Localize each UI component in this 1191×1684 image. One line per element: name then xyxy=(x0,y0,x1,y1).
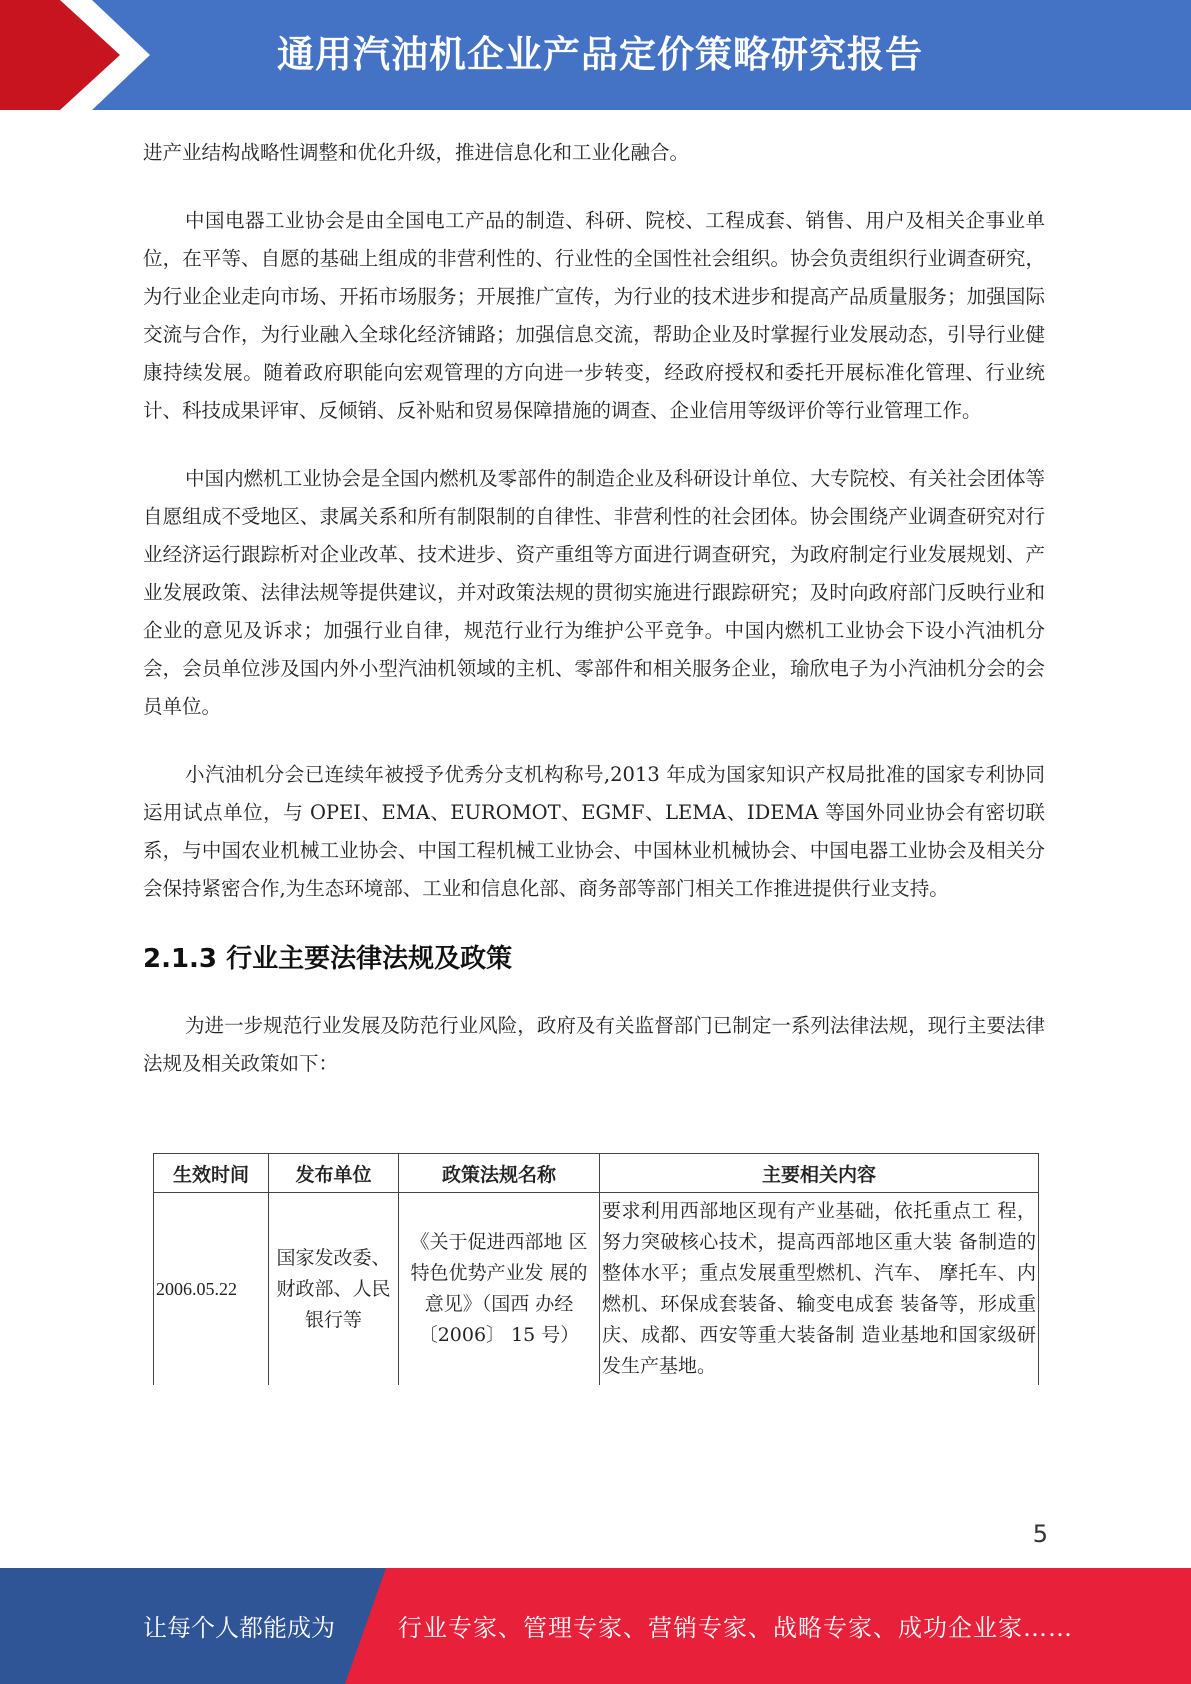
footer-slogan-right: 行业专家、管理专家、营销专家、战略专家、成功企业家…… xyxy=(398,1614,1073,1642)
page-footer xyxy=(0,1568,1191,1684)
cell-policy-name: 《关于促进西部地 区特色优势产业发 展的意见》（国西 办经〔2006〕 15 号） xyxy=(399,1193,600,1386)
column-header-date: 生效时间 xyxy=(154,1154,269,1193)
document-body xyxy=(143,134,1045,1113)
section-heading: 2.1.3 行业主要法律法规及政策 xyxy=(143,944,513,974)
policy-table xyxy=(153,1153,1039,1385)
paragraph-small-engine-branch: 小汽油机分会已连续年被授予优秀分支机构称号,2013 年成为国家知识产权局批准的国家专利协同运用试点单位，与 OPEI、EMA、EUROMOT、EGMF、LEMA、IDEMA 等国外同业协会有密切联系，与中国农业机械工业协会、中国工程机械工业协会、中国林业机械协会、中国电器工业协会及相关分会保持紧密合作,为生态环境部、工业和信息化部、商务部等部门相关工作推进提供行业支持。 xyxy=(143,763,1045,900)
paragraph-electrical-association: 中国电器工业协会是由全国电工产品的制造、科研、院校、工程成套、销售、用户及相关企事业单位，在平等、自愿的基础上组成的非营利性的、行业性的全国性社会组织。协会负责组织行业调查研究，为行业企业走向市场、开拓市场服务；开展推广宣传，为行业的技术进步和提高产品质量服务；加强国际交流与合作，为行业融入全球化经济铺路；加强信息交流，帮助企业及时掌握行业发展动态，引导行业健康持续发展。随着政府职能向宏观管理的方向进一步转变，经政府授权和委托开展标准化管理、行业统计、科技成果评审、反倾销、反补贴和贸易保障措施的调查、企业信用等级评价等行业管理工作。 xyxy=(143,209,1045,422)
page-number: 5 xyxy=(1032,1520,1048,1548)
paragraph-combustion-engine-association: 中国内燃机工业协会是全国内燃机及零部件的制造企业及科研设计单位、大专院校、有关社会团体等自愿组成不受地区、隶属关系和所有制限制的自律性、非营利性的社会团体。协会围绕产业调查研究对行业经济运行跟踪析对企业改革、技术进步、资产重组等方面进行调查研究，为政府制定行业发展规划、产业发展政策、法律法规等提供建议，并对政策法规的贯彻实施进行跟踪研究；及时向政府部门反映行业和企业的意见及诉求；加强行业自律，规范行业行为维护公平竞争。中国内燃机工业协会下设小汽油机分会，会员单位涉及国内外小型汽油机领域的主机、零部件和相关服务企业，瑜欣电子为小汽油机分会的会员单位。 xyxy=(143,467,1045,718)
table-row xyxy=(154,1193,1039,1386)
section-intro: 为进一步规范行业发展及防范行业风险，政府及有关监督部门已制定一系列法律法规，现行主要法律法规及相关政策如下： xyxy=(143,1014,1045,1075)
report-title: 通用汽油机企业产品定价策略研究报告 xyxy=(277,33,923,76)
cell-issuer: 国家发改委、财政部、人民银行等 xyxy=(269,1193,399,1386)
cell-content: 要求利用西部地区现有产业基础，依托重点工 程，努力突破核心技术，提高西部地区重大装 备制造的整体水平；重点发展重型燃机、汽车、 摩托车、内燃机、环保成套装备、输变电成套 装备等，形成重庆、成都、西安等重大装备制 造业基地和国家级研发生产基地。 xyxy=(600,1193,1039,1386)
column-header-issuer: 发布单位 xyxy=(269,1154,399,1193)
column-header-policy-name: 政策法规名称 xyxy=(399,1154,600,1193)
table-header-row xyxy=(154,1154,1039,1193)
page-header xyxy=(0,0,1191,110)
column-header-content: 主要相关内容 xyxy=(600,1154,1039,1193)
paragraph-continuation: 进产业结构战略性调整和优化升级，推进信息化和工业化融合。 xyxy=(143,141,690,164)
footer-slogan-left: 让每个人都能成为 xyxy=(143,1614,335,1642)
cell-date: 2006.05.22 xyxy=(154,1193,269,1386)
